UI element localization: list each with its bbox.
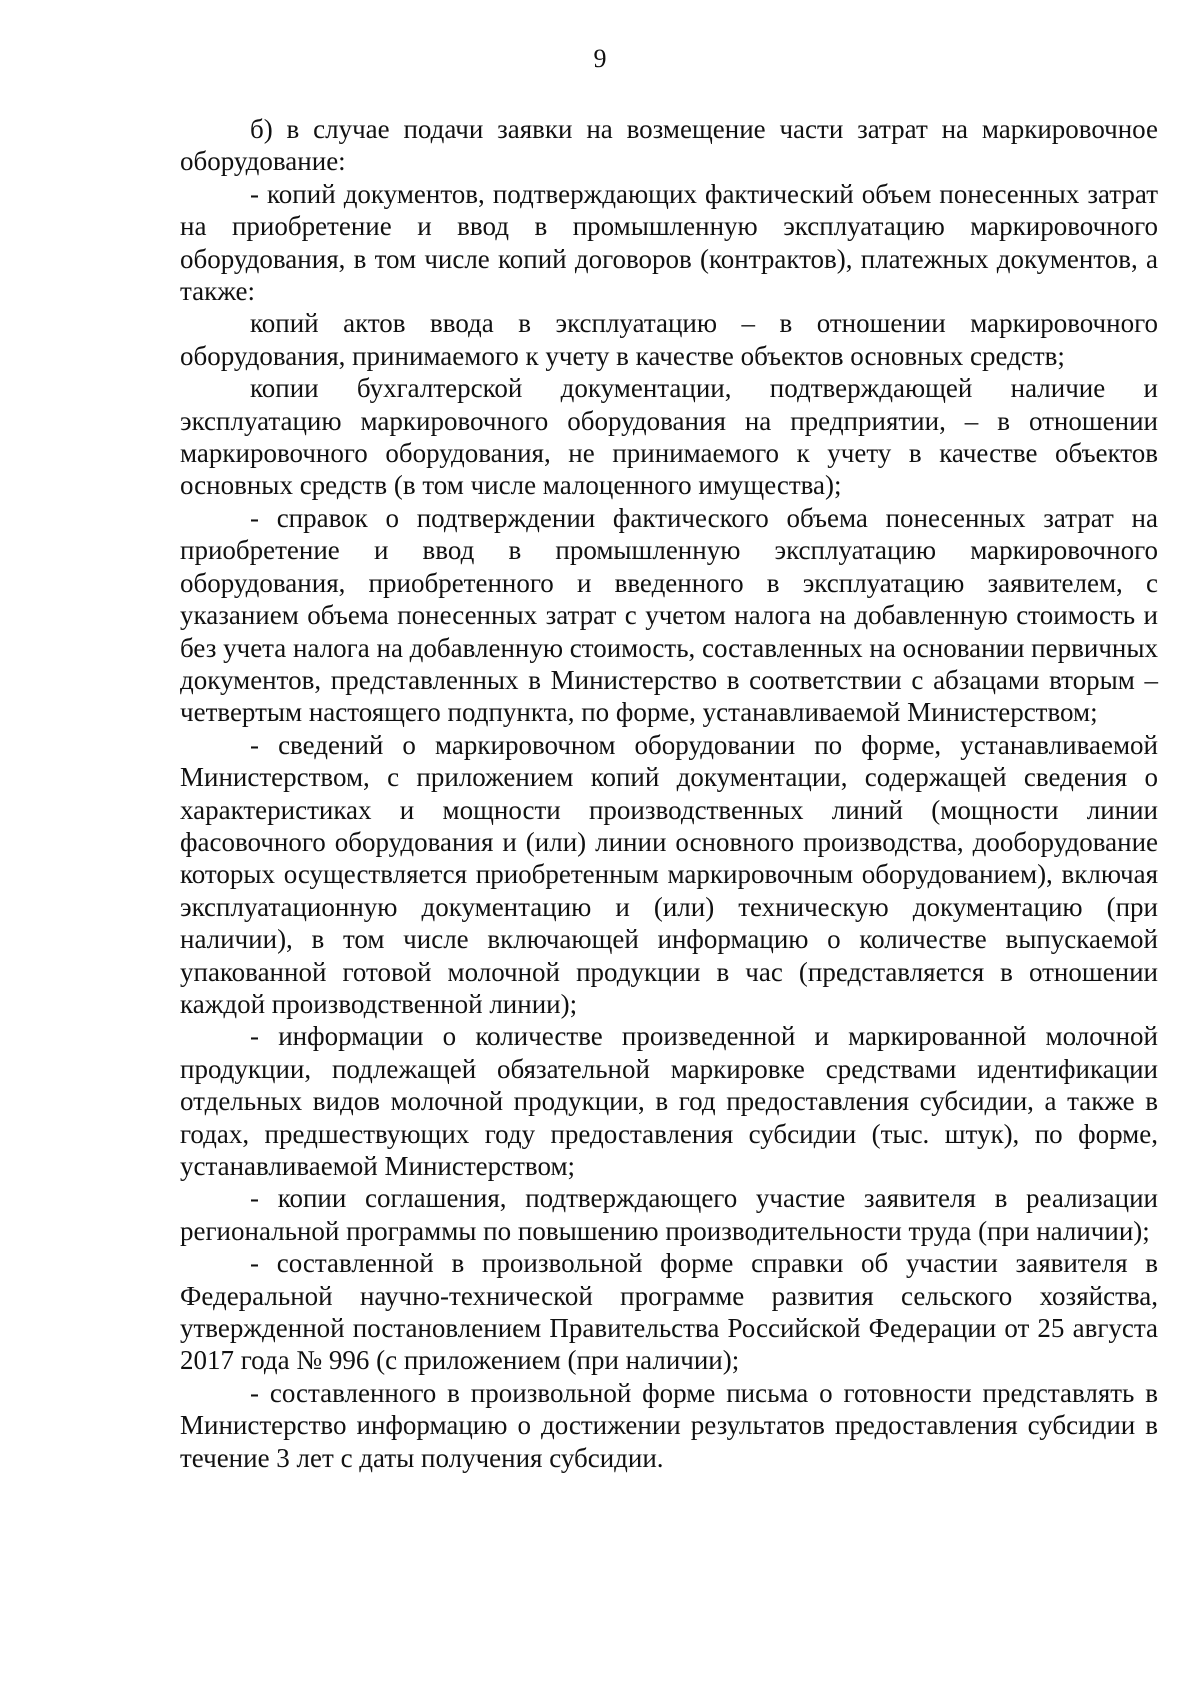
paragraph-subclause-b: б) в случае подачи заявки на возмещение части затрат на маркировочное оборудование: xyxy=(180,114,1158,177)
paragraph-accounting-documentation: копии бухгалтерской документации, подтверждающей наличие и эксплуатацию маркировочного оборудования на предприятии, – в отношении маркировочного оборудования, не принимаемого к учету в качестве объектов основных средств (в том числе малоценного имущества); xyxy=(180,373,1158,501)
paragraph-cost-documents: - копий документов, подтверждающих фактический объем понесенных затрат на приобретение и ввод в промышленную эксплуатацию маркировочного оборудования, в том числе копий договоров (контрактов), платежных документов, а также: xyxy=(180,178,1158,307)
paragraph-equipment-information: - сведений о маркировочном оборудовании по форме, устанавливаемой Министерством, с приложением копий документации, содержащей сведения о характеристиках и мощности производственных линий (мощности линии фасовочного оборудования и (или) линии основного производства, дооборудование которых осуществляется приобретенным маркировочным оборудованием), включая эксплуатационную документацию и (или) техническую документацию (при наличии), в том числе включающей информацию о количестве выпускаемой упакованной готовой молочной продукции в час (представляется в отношении каждой производственной линии); xyxy=(180,729,1158,1019)
paragraph-readiness-letter: - составленного в произвольной форме письма о готовности представлять в Министерство информацию о достижении результатов предоставления субсидии в течение 3 лет с даты получения субсидии. xyxy=(180,1377,1158,1473)
paragraph-production-quantity: - информации о количестве произведенной и маркированной молочной продукции, подлежащей обязательной маркировке средствами идентификации отдельных видов молочной продукции, в год предоставления субсидии, а также в годах, предшествующих году предоставления субсидии (тыс. штук), по форме, устанавливаемой Министерством; xyxy=(180,1021,1158,1181)
paragraph-agreement-copy: - копии соглашения, подтверждающего участие заявителя в реализации региональной программы по повышению производительности труда (при наличии); xyxy=(180,1183,1158,1246)
paragraph-cost-certificates: - справок о подтверждении фактического объема понесенных затрат на приобретение и ввод в промышленную эксплуатацию маркировочного оборудования, приобретенного и введенного в эксплуатацию заявителем, с указанием объема понесенных затрат с учетом налога на добавленную стоимость и без учета налога на добавленную стоимость, составленных на основании первичных документов, представленных в Министерство в соответствии с абзацами вторым – четвертым настоящего подпункта, по форме, устанавливаемой Министерством; xyxy=(180,502,1158,728)
document-body xyxy=(180,113,1158,1474)
paragraph-program-participation: - составленной в произвольной форме справки об участии заявителя в Федеральной научно-технической программе развития сельского хозяйства, утвержденной постановлением Правительства Российской Федерации от 25 августа 2017 года № 996 (с приложением (при наличии); xyxy=(180,1248,1158,1376)
paragraph-commissioning-acts: копий актов ввода в эксплуатацию – в отношении маркировочного оборудования, принимаемого к учету в качестве объектов основных средств; xyxy=(180,308,1158,371)
page-number: 9 xyxy=(593,44,607,73)
